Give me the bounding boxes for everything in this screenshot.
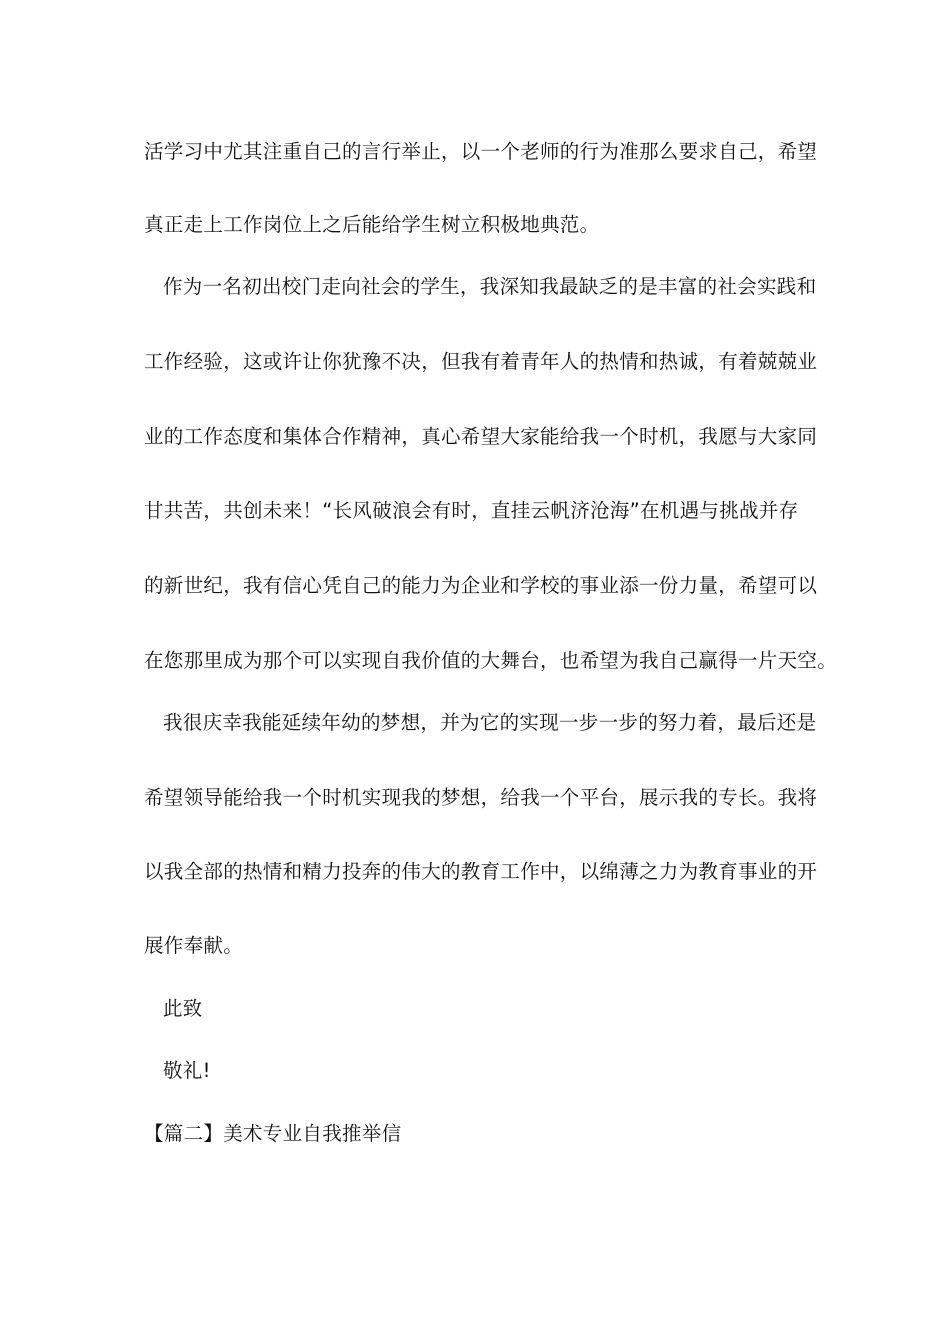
text-line: 我很庆幸我能延续年幼的梦想，并为它的实现一步一步的努力着，最后还是 (163, 711, 817, 734)
text-line: 在您那里成为那个可以实现自我价值的大舞台，也希望为我自己赢得一片天空。 (144, 649, 838, 672)
text-line: 工作经验，这或许让你犹豫不决，但我有着青年人的热情和热诚，有着兢兢业 (144, 350, 818, 373)
text-line: 真正走上工作岗位上之后能给学生树立积极地典范。 (144, 213, 600, 236)
text-line: 展作奉献。 (144, 934, 244, 957)
text-line: 甘共苦，共创未来！“长风破浪会有时，直挂云帆济沧海”在机遇与挑战并存 (144, 499, 799, 522)
closing-regards: 敬礼! (163, 1059, 211, 1082)
text-line: 以我全部的热情和精力投奔的伟大的教育工作中，以绵薄之力为教育事业的开 (144, 860, 818, 883)
text-line: 作为一名初出校门走向社会的学生，我深知我最缺乏的是丰富的社会实践和 (163, 275, 817, 298)
closing-salutation: 此致 (163, 997, 203, 1020)
text-line: 活学习中尤其注重自己的言行举止，以一个老师的行为准那么要求自己，希望 (144, 140, 818, 163)
text-line: 希望领导能给我一个时机实现我的梦想，给我一个平台，展示我的专长。我将 (144, 786, 818, 809)
section-heading: 【篇二】美术专业自我推举信 (144, 1122, 402, 1145)
text-line: 的新世纪，我有信心凭自己的能力为企业和学校的事业添一份力量，希望可以 (144, 574, 818, 597)
text-line: 业的工作态度和集体合作精神，真心希望大家能给我一个时机，我愿与大家同 (144, 425, 818, 448)
